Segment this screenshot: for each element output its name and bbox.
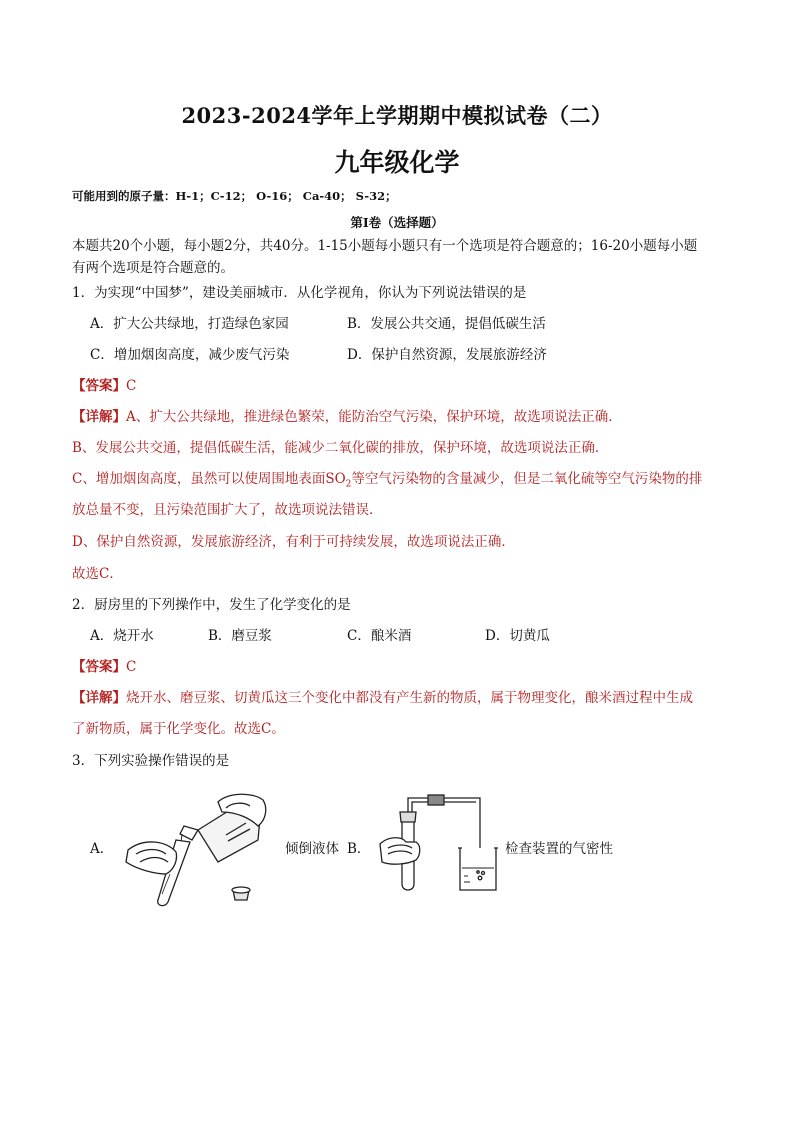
q2-option-a: A．烧开水 — [90, 628, 154, 644]
q1-answer-value: C — [126, 378, 137, 394]
q1-detail-text-3b: 等空气污染物的含量减少，但是二氧化硫等空气污染物的排 — [351, 471, 703, 487]
q1-detail-text-1: A、扩大公共绿地，推进绿色繁荣，能防治空气污染，保护环境，故选项说法正确． — [126, 409, 622, 425]
q2-detail-tag: 【详解】 — [72, 690, 126, 706]
q2-detail-text-1: 烧开水、磨豆浆、切黄瓜这三个变化中都没有产生新的物质，属于物理变化，酿米酒过程中生成 — [126, 690, 693, 706]
pouring-liquid-illustration — [118, 790, 278, 915]
q1-answer — [72, 374, 136, 394]
q2-option-c: C．酿米酒 — [347, 628, 412, 644]
q1-option-c: C．增加烟囱高度，减少废气污染 — [90, 347, 290, 363]
q1-detail-tag: 【详解】 — [72, 409, 126, 425]
q1-option-b: B．发展公共交通，提倡低碳生活 — [347, 316, 546, 332]
q3-fig-a-caption: 倾倒液体 — [285, 841, 339, 857]
q2-answer-tag: 【答案】 — [72, 659, 126, 675]
section-heading: 第Ⅰ卷（选择题） — [350, 215, 444, 230]
q2-stem: 2．厨房里的下列操作中，发生了化学变化的是 — [72, 597, 351, 613]
instructions-line-2: 有两个选项是符合题意的。 — [72, 260, 234, 276]
airtightness-check-illustration — [372, 792, 502, 897]
q2-detail-line-1 — [72, 686, 693, 706]
q1-stem: 1．为实现“中国梦”，建设美丽城市．从化学视角，你认为下列说法错误的是 — [72, 285, 527, 301]
q1-detail-line-5: D、保护自然资源，发展旅游经济，有利于可持续发展，故选项说法正确． — [72, 534, 515, 550]
instructions-line-1: 本题共20个小题，每小题2分，共40分。1-15小题每小题只有一个选项是符合题意的；16-20小题每小题 — [72, 238, 698, 254]
q2-answer — [72, 655, 136, 675]
atomic-masses: 可能用到的原子量：H-1；C-12； O-16； Ca-40； S-32； — [72, 189, 397, 203]
q2-answer-value: C — [126, 659, 137, 675]
q1-detail-line-3 — [72, 467, 702, 490]
q1-option-d: D．保护自然资源，发展旅游经济 — [347, 347, 547, 363]
q1-detail-line-4: 放总量不变，且污染范围扩大了，故选项说法错误． — [72, 502, 383, 518]
q1-detail-text-3a: C、增加烟囱高度，虽然可以使周围地表面SO — [72, 471, 346, 487]
exam-title: 2023-2024学年上学期期中模拟试卷（二） — [181, 103, 613, 128]
q3-fig-b-letter: B． — [347, 841, 371, 857]
q2-detail-line-2: 了新物质，属于化学变化。故选C。 — [72, 721, 285, 737]
exam-subtitle: 九年级化学 — [334, 148, 460, 177]
q3-fig-a-letter: A． — [90, 841, 114, 857]
q1-conclusion: 故选C． — [72, 566, 123, 582]
q1-detail-line-2: B、发展公共交通，提倡低碳生活，能减少二氧化碳的排放，保护环境，故选项说法正确． — [72, 440, 609, 456]
q2-option-b: B．磨豆浆 — [208, 628, 272, 644]
so2-subscript: 2 — [345, 479, 352, 490]
q1-answer-tag: 【答案】 — [72, 378, 126, 394]
q3-fig-b-caption: 检查装置的气密性 — [505, 841, 613, 857]
q1-detail-line-1 — [72, 405, 622, 425]
q2-option-d: D．切黄瓜 — [485, 628, 550, 644]
q1-option-a: A．扩大公共绿地，打造绿色家园 — [90, 316, 289, 332]
q3-stem: 3．下列实验操作错误的是 — [72, 753, 230, 769]
